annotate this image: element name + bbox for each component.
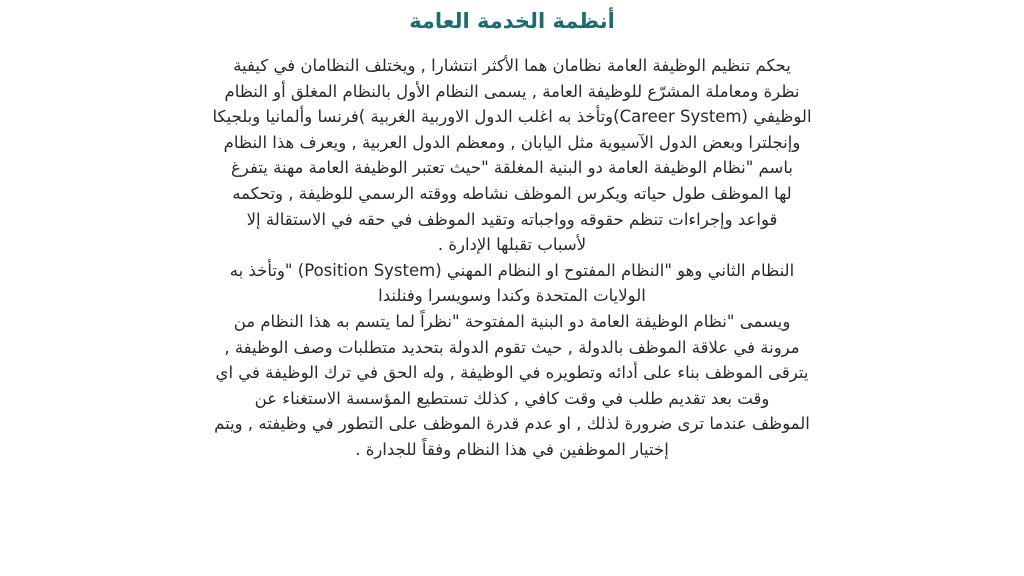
- text-line: يترقى الموظف بناء على أدائه وتطويره في الوظيفة , وله الحق في ترك الوظيفة في اي: [215, 363, 809, 383]
- text-line: نظرة ومعاملة المشرّع للوظيفة العامة , يسمى النظام الأول بالنظام المغلق أو النظام: [224, 81, 800, 101]
- text-line: الولايات المتحدة وكندا وسويسرا وفنلندا: [378, 286, 646, 306]
- body-text: [150, 53, 874, 463]
- text-line: مرونة في علاقة الموظف بالدولة , حيث تقوم الدولة بتحديد متطلبات وصف الوظيفة ,: [224, 337, 800, 357]
- text-line: الوظيفي (Career System)وتأخذ به اغلب الدول الاوربية الغربية )فرنسا وألمانيا وبلجيكا: [212, 107, 812, 127]
- text-line: ويسمى "نظام الوظيفة العامة دو البنية المفتوحة "نظراً لما يتسم به هذا النظام من: [233, 311, 791, 331]
- text-line: لها الموظف طول حياته ويكرس الموظف نشاطه ووقته الرسمي للوظيفة , وتحكمه: [232, 183, 792, 203]
- text-line: وإنجلترا وبعض الدول الآسيوية مثل اليابان , ومعظم الدول العربية , ويعرف هذا النظام: [223, 132, 801, 152]
- text-line: قواعد وإجراءات تنظم حقوقه وواجباته وتقيد الموظف في حقه في الاستقالة إلا: [246, 209, 778, 229]
- page-title: أنظمة الخدمة العامة: [409, 9, 615, 33]
- text-line: لأسباب تقبلها الإدارة .: [437, 235, 587, 255]
- text-line: باسم "نظام الوظيفة العامة دو البنية المغلقة "حيث تعتبر الوظيفة العامة مهنة يتفرغ: [231, 158, 793, 178]
- text-line: الموظف عندما ترى ضرورة لذلك , او عدم قدرة الموظف على التطور في وظيفته , ويتم: [214, 414, 810, 434]
- text-line: إختيار الموظفين في هذا النظام وفقاً للجدارة .: [355, 439, 669, 459]
- text-line: يحكم تنظيم الوظيفة العامة نظامان هما الأكثر انتشارا , ويختلف النظامان في كيفية: [233, 56, 791, 75]
- text-line: النظام الثاني وهو "النظام المفتوح او النظام المهني (Position System) "وتأخذ به: [229, 260, 795, 280]
- text-line: وقت بعد تقديم طلب في وقت كافي , كذلك تستطيع المؤسسة الاستغناء عن: [254, 388, 770, 408]
